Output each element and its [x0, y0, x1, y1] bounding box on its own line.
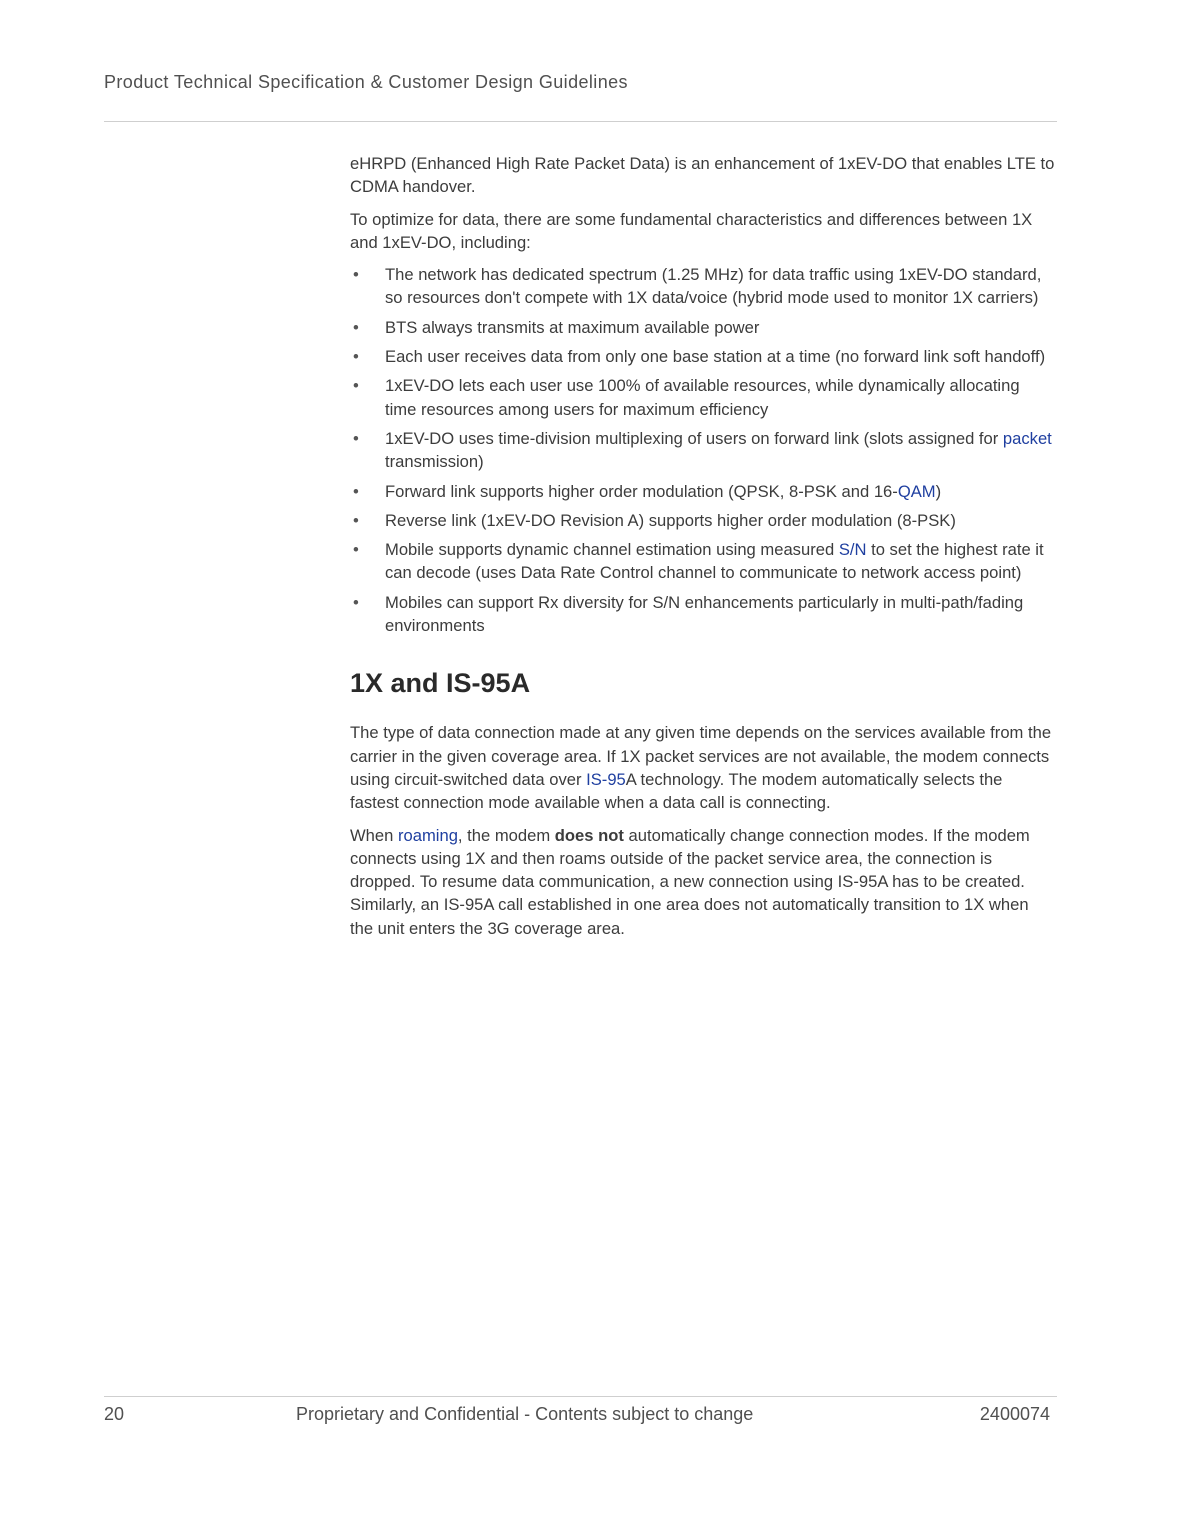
list-item: • BTS always transmits at maximum available power	[350, 316, 1055, 339]
bullet-icon: •	[353, 481, 359, 501]
emphasis-does-not: does not	[554, 825, 624, 845]
bullet-icon: •	[353, 265, 359, 285]
list-item: • 1xEV-DO uses time-division multiplexing of users on forward link (slots assigned for packet transmission)	[353, 428, 1052, 472]
page-number: 20	[104, 1404, 125, 1424]
body-column	[350, 152, 1055, 949]
glossary-link-sn[interactable]: S/N	[838, 540, 867, 560]
list-item: • Each user receives data from only one base station at a time (no forward link soft handoff)	[350, 345, 1055, 368]
section-paragraph-2: When roaming, the modem does not automatically change connection modes. If the modem connects using 1X and then roams outside of the packet service area, the connection is dropped. To resume data communication, a new connection using IS-95A has to be created. Similarly, an IS-95A call established in one area does not automatically transition to 1X when the unit enters the 3G coverage area.	[350, 825, 1030, 938]
glossary-link-packet[interactable]: packet	[1002, 428, 1052, 448]
bullet-icon: •	[353, 347, 359, 367]
running-header: Product Technical Specification & Customer Design Guidelines	[104, 72, 628, 92]
list-item: • 1xEV-DO lets each user use 100% of available resources, while dynamically allocating time resources among users for maximum efficiency	[353, 376, 1020, 419]
section-paragraph-1: The type of data connection made at any given time depends on the services available from the carrier in the given coverage area. If 1X packet services are not available, the modem connects using circuit-switched data over IS-95A technology. The modem automatically selects the fastest connection mode available when a data call is connecting.	[350, 723, 1052, 813]
bullet-icon: •	[353, 592, 359, 612]
confidentiality-notice: Proprietary and Confidential - Contents subject to change	[296, 1404, 754, 1424]
list-item: • Mobiles can support Rx diversity for S/N enhancements particularly in multi-path/fading environments	[353, 592, 1024, 636]
list-item: • Forward link supports higher order modulation (QPSK, 8-PSK and 16-QAM)	[350, 480, 1055, 503]
document-number: 2400074	[979, 1404, 1050, 1424]
list-item: • Mobile supports dynamic channel estimation using measured S/N to set the highest rate it can decode (uses Data Rate Control channel to communicate to network access point)	[353, 540, 1044, 583]
header-rule	[104, 121, 1057, 122]
list-item: • Reverse link (1xEV-DO Revision A) supports higher order modulation (8-PSK)	[350, 509, 1055, 532]
characteristics-list	[350, 263, 1055, 637]
intro-paragraph-2: To optimize for data, there are some fundamental characteristics and differences between 1X and 1xEV-DO, including:	[350, 209, 1033, 252]
intro-paragraph-1: eHRPD (Enhanced High Rate Packet Data) is an enhancement of 1xEV-DO that enables LTE to CDMA handover.	[350, 154, 1055, 197]
section-heading: 1X and IS-95A	[350, 668, 531, 699]
bullet-icon: •	[353, 428, 359, 448]
glossary-link-is95[interactable]: IS-95	[586, 769, 626, 789]
glossary-link-qam[interactable]: QAM	[897, 481, 936, 501]
bullet-icon: •	[353, 376, 359, 396]
footer-rule	[104, 1396, 1057, 1397]
glossary-link-roaming[interactable]: roaming	[397, 825, 458, 845]
bullet-icon: •	[353, 317, 359, 337]
bullet-icon: •	[353, 540, 359, 560]
list-item: • The network has dedicated spectrum (1.25 MHz) for data traffic using 1xEV-DO standard, so resources don't compete with 1X data/voice (hybrid mode used to monitor 1X carriers)	[353, 265, 1042, 308]
bullet-icon: •	[353, 510, 359, 530]
